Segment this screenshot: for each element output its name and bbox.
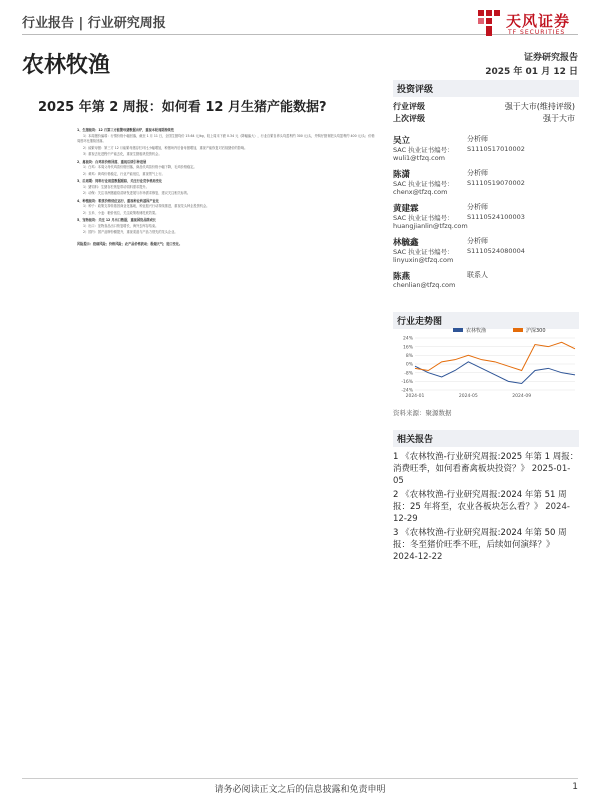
cert-number: S1110524080004 (467, 247, 525, 255)
related-item[interactable] (393, 489, 579, 525)
related-title: 3 《农林牧渔-行业研究周报:2024 年第 50 周报：冬至猪价旺季不旺，后续如何演绎？》 (393, 528, 567, 550)
analyst-name-row (393, 202, 579, 213)
y-tick-label: 8% (405, 353, 413, 359)
trend-heading: 行业走势图 (393, 312, 579, 329)
analyst-email[interactable]: wuli1@tfzq.com (393, 154, 446, 162)
cert-label: SAC 执业证书编号： (393, 180, 454, 188)
related-reports (393, 430, 579, 565)
legend-label: 农林牧渔 (466, 328, 487, 334)
analyst-block (393, 236, 579, 265)
analyst-cert-row (393, 213, 579, 222)
company-logo (476, 8, 588, 42)
analyst-name-row (393, 134, 579, 145)
legend-swatch (513, 328, 523, 332)
related-title: 1 《农林牧渔-行业研究周报:2025 年第 1 周报：消费旺季，如何看畜禽板块投资？》 (393, 452, 579, 474)
investment-rating (393, 80, 579, 125)
analyst-cert-row (393, 247, 579, 256)
section-heading: 3、后周期：饲料行业周度数据跟踪，关注行业竞争格局变化 (77, 179, 163, 183)
section-paragraph: 2）玉米、小麦：粮价低位，关注政策收储托底效果。 (83, 210, 159, 215)
analyst-name-row (393, 236, 579, 247)
y-tick-label: 24% (402, 336, 413, 342)
section-heading: 5、宠物板块：关注 12 月出口数据，重视国货品牌成长 (77, 218, 156, 222)
related-title: 2 《农林牧渔-行业研究周报:2024 年第 51 周报：25 年将至，农业各板块怎么看？》 (393, 490, 567, 512)
legend-label: 沪深300 (526, 328, 546, 334)
related-heading: 相关报告 (393, 430, 579, 447)
report-category: 行业报告 | 行业研究周报 (22, 16, 166, 31)
section-paragraph: 2）能繁母猪：第三方 12 月能繁母猪存栏环比小幅增加，种猪场内后备母猪增加，重视产能恢复对后续猪价的影响。 (83, 145, 248, 150)
cert-label: SAC 执业证书编号： (393, 214, 454, 222)
related-list (393, 451, 579, 563)
report-date: 2025 年 01 月 12 日 (485, 67, 578, 77)
rating-row (393, 113, 579, 125)
y-tick-label: -24% (401, 388, 413, 394)
page-number: 1 (572, 782, 578, 792)
section-paragraph: 2）黄鸡：黄鸡价格稳定，行业产能低位，重视景气上行。 (83, 171, 165, 176)
y-tick-label: 0% (405, 362, 413, 368)
rating-rows (393, 101, 579, 125)
legend-swatch (453, 328, 463, 332)
analyst-role: 分析师 (467, 169, 488, 177)
analyst-block (393, 134, 579, 163)
trend-chart (393, 326, 579, 402)
related-item[interactable] (393, 527, 579, 563)
chart-source: 资料来源：聚源数据 (393, 409, 452, 417)
analyst-name: 陈燕 (393, 272, 411, 282)
analyst-name: 黄建霖 (393, 204, 419, 214)
rating-heading: 投资评级 (393, 80, 579, 97)
analyst-name: 吴立 (393, 136, 411, 146)
analyst-name: 陈潇 (393, 170, 411, 180)
related-date: 2025-01-05 (393, 464, 571, 486)
section-paragraph: 3）重视去化进程中产能去化，重视生猪板块投资机会。 (83, 152, 162, 156)
analyst-email[interactable]: huangjianlin@tfzq.com (393, 222, 468, 230)
section-paragraph: 1）本周猪价偏弱：行情价格小幅回落，截至 1 月 11 日，全国生猪均价 15.64 元/kg，较上周末下跌 0.34 元（降幅偏大），行业自繁自养头均盈利约 300 元/头，外购仔猪育肥头均盈利约 400 元/头；价格周度环比继续回落。 (77, 133, 375, 143)
analyst-role: 分析师 (467, 135, 488, 143)
analyst-cert-row (393, 179, 579, 188)
y-tick-label: -16% (401, 379, 413, 385)
rating-label: 行业评级 (393, 102, 425, 111)
footer-divider (22, 778, 578, 779)
risk-note: 风险提示：疫病风险；价格风险；农产品价格波动；极端天气；进口变化。 (77, 241, 183, 246)
rating-row (393, 101, 579, 113)
section-paragraph: 1）种子：政策支持转基因商业化落地，种业振兴行动持续推进，重视龙头种企投资机会。 (83, 204, 210, 208)
section-paragraph: 2）动保：关注非洲猪瘟疫苗研发进展与市场需求修复，建议关注相关标的。 (83, 191, 191, 195)
section-paragraph: 2）国内：国产品牌份额提升，重视渠道与产品力领先的龙头企业。 (83, 230, 178, 234)
related-item[interactable] (393, 451, 579, 487)
cert-number: S1110524100003 (467, 213, 525, 221)
logo-mark-icon (476, 8, 502, 38)
report-body (77, 126, 377, 781)
rating-value: 强于大市(维持评级) (504, 102, 575, 111)
cert-number: S1110517010002 (467, 145, 525, 153)
x-tick-label: 2024-05 (458, 394, 478, 399)
logo-cn-text: 天风证券 (506, 12, 571, 30)
related-date: 2024-12-29 (393, 502, 570, 524)
industry-name: 农林牧渔 (22, 53, 111, 78)
section-heading: 4、种植板块：粮食价格低位运行，重视种业转基因产业化 (77, 198, 159, 203)
report-type: 证券研究报告 (523, 53, 578, 63)
analyst-role: 联系人 (467, 271, 488, 279)
analyst-name-row (393, 270, 579, 281)
section-heading: 2、禽板块：白鸡苗价格回落，重视后续引种进展 (77, 159, 147, 164)
analyst-cert-row (393, 145, 579, 154)
analyst-email[interactable]: chenlian@tfzq.com (393, 281, 456, 289)
rating-label: 上次评级 (393, 114, 425, 123)
section-heading: 1、生猪板块：12 月第三方能繁母猪数据出炉，重视本轮周期持续性 (77, 128, 175, 132)
cert-number: S1110519070002 (467, 179, 525, 187)
disclaimer-note: 请务必阅读正文之后的信息披露和免责申明 (214, 785, 386, 795)
analyst-name: 林毓鑫 (393, 238, 419, 248)
logo-en-text: TF SECURITIES (508, 29, 566, 36)
section-paragraph: 1）白鸡：本周父母代鸡苗价格回落，商品代鸡苗价格小幅下降，毛鸡价格稳定。 (83, 165, 197, 169)
analyst-role: 分析师 (467, 237, 488, 245)
analyst-block (393, 270, 579, 290)
analyst-list (393, 134, 579, 295)
cert-label: SAC 执业证书编号： (393, 248, 454, 256)
report-title: 2025 年第 2 周报：如何看 12 月生猪产能数据? (38, 100, 327, 115)
y-tick-label: -8% (404, 371, 413, 377)
analyst-block (393, 168, 579, 197)
section-paragraph: 1）猪饲料：生猪存栏恢复带动饲料需求提升。 (83, 184, 149, 189)
analyst-name-row (393, 168, 579, 179)
analyst-email[interactable]: linyuxin@tfzq.com (393, 256, 454, 264)
rating-value: 强于大市 (543, 114, 575, 123)
x-tick-label: 2024-01 (405, 394, 425, 399)
y-tick-label: 16% (402, 345, 413, 351)
analyst-role: 分析师 (467, 203, 488, 211)
x-tick-label: 2024-09 (512, 394, 532, 399)
cert-label: SAC 执业证书编号： (393, 146, 454, 154)
analyst-block (393, 202, 579, 231)
analyst-email[interactable]: chenx@tfzq.com (393, 188, 448, 196)
related-date: 2024-12-22 (393, 552, 443, 562)
section-paragraph: 1）出口：宠物食品出口恢复增长，海外去库存结束。 (83, 223, 159, 228)
